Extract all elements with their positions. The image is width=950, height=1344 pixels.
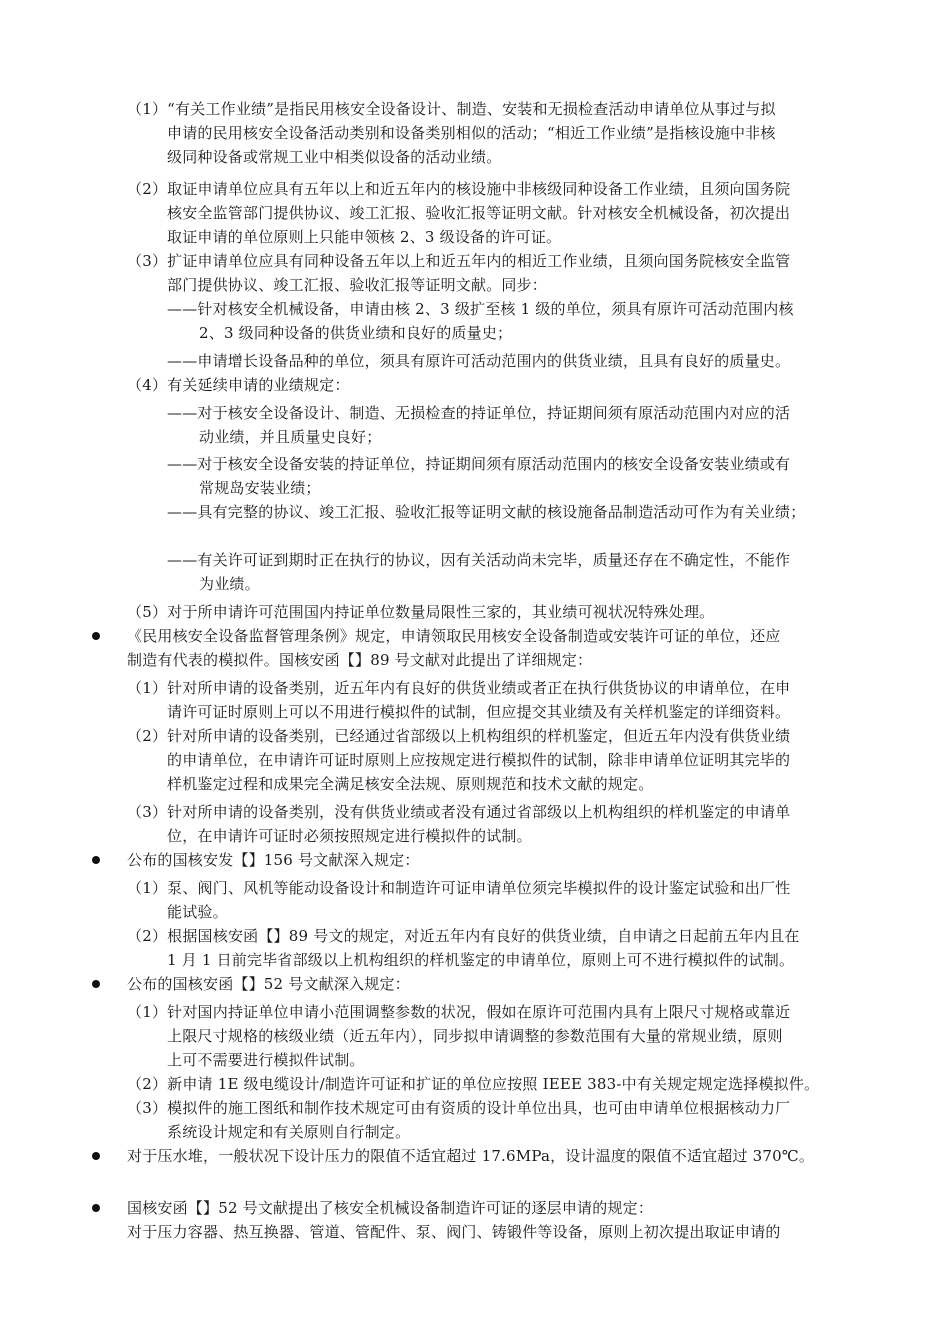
text-line: ——对于核安全设备设计、制造、无损检查的持证单位，持证期间须有原活动范围内对应的活 (167, 404, 791, 422)
text-line: （3）扩证申请单位应具有同种设备五年以上和近五年内的相近工作业绩，且须向国务院核安全监管 (127, 252, 791, 270)
text-line: 对于压水堆，一般状况下设计压力的限值不适宜超过 17.6MPa，设计温度的限值不适宜超过 370℃。 (127, 1147, 815, 1165)
text-line: ——针对核安全机械设备，申请由核 2、3 级扩至核 1 级的单位，须具有原许可活动范围内核 (167, 300, 794, 318)
text-line: 取证申请的单位原则上只能申领核 2、3 级设备的许可证。 (167, 228, 562, 246)
text-line: 位，在申请许可证时必须按照规定进行模拟件的试制。 (167, 827, 532, 845)
text-line: 样机鉴定过程和成果完全满足核安全法规、原则规范和技术文献的规定。 (167, 775, 654, 793)
bullet-dot (92, 856, 100, 864)
text-line: 国核安函【】52 号文献提出了核安全机械设备制造许可证的逐层申请的规定： (127, 1199, 654, 1217)
bullet-dot (92, 632, 100, 640)
text-line: 上可不需要进行模拟件试制。 (167, 1051, 365, 1069)
text-line: 常规岛安装业绩； (199, 479, 321, 497)
text-line: （2）取证申请单位应具有五年以上和近五年内的核设施中非核级同种设备工作业绩，且须向国务院 (127, 180, 791, 198)
text-line: （2）根据国核安函【】89 号文的规定，对近五年内有良好的供货业绩，自申请之日起前五年内且在 (127, 927, 800, 945)
text-line: （5）对于所申请许可范围国内持证单位数量局限性三家的，其业绩可视状况特殊处理。 (127, 603, 715, 621)
text-line: 的申请单位，在申请许可证时原则上应按规定进行模拟件的试制，除非申请单位证明其完毕的 (167, 751, 791, 769)
text-line: 级同种设备或常规工业中相类似设备的活动业绩。 (167, 148, 502, 166)
text-line: （1）“有关工作业绩”是指民用核安全设备设计、制造、安装和无损检查活动申请单位从事过与拟 (127, 100, 776, 118)
text-line: 2、3 级同种设备的供货业绩和良好的质量史； (199, 324, 513, 342)
text-line: （2）新申请 1E 级电缆设计/制造许可证和扩证的单位应按照 IEEE 383-中有关规定规定选择模拟件。 (127, 1075, 820, 1093)
text-line: （4）有关延续申请的业绩规定： (127, 376, 350, 394)
text-line: 《民用核安全设备监督管理条例》规定，申请领取民用核安全设备制造或安装许可证的单位，还应 (127, 627, 781, 645)
text-line: （3）模拟件的施工图纸和制作技术规定可由有资质的设计单位出具，也可由申请单位根据核动力厂 (127, 1099, 791, 1117)
text-line: 上限尺寸规格的核级业绩（近五年内），同步拟申请调整的参数范围有大量的常规业绩，原则 (167, 1027, 783, 1045)
text-line: （2）针对所申请的设备类别，已经通过省部级以上机构组织的样机鉴定，但近五年内没有供货业绩 (127, 727, 791, 745)
text-line: 公布的国核安发【】156 号文献深入规定： (127, 851, 420, 869)
text-line: ——对于核安全设备安装的持证单位，持证期间须有原活动范围内的核安全设备安装业绩或有 (167, 455, 791, 473)
text-line: 核安全监管部门提供协议、竣工汇报、验收汇报等证明文献。针对核安全机械设备，初次提出 (167, 204, 791, 222)
text-line: ——有关许可证到期时正在执行的协议，因有关活动尚未完毕，质量还存在不确定性，不能作 (167, 551, 791, 569)
text-line: （1）针对国内持证单位申请小范围调整参数的状况，假如在原许可范围内具有上限尺寸规格或靠近 (127, 1003, 791, 1021)
bullet-dot (92, 1152, 100, 1160)
text-line: ——申请增长设备品种的单位，须具有原许可活动范围内的供货业绩，且具有良好的质量史。 (167, 352, 791, 370)
text-line: （1）针对所申请的设备类别，近五年内有良好的供货业绩或者正在执行供货协议的申请单位，在申 (127, 679, 791, 697)
text-line: 能试验。 (167, 903, 228, 921)
text-line: 制造有代表的模拟件。国核安函【】89 号文献对此提出了详细规定： (127, 651, 593, 669)
text-line: （3）针对所申请的设备类别，没有供货业绩或者没有通过省部级以上机构组织的样机鉴定的申请单 (127, 803, 791, 821)
bullet-dot (92, 980, 100, 988)
bullet-dot (92, 1204, 100, 1212)
text-line: 申请的民用核安全设备活动类别和设备类别相似的活动；“相近工作业绩”是指核设施中非核 (167, 124, 776, 142)
text-line: 请许可证时原则上可以不用进行模拟件的试制，但应提交其业绩及有关样机鉴定的详细资料。 (167, 703, 791, 721)
text-line: 部门提供协议、竣工汇报、验收汇报等证明文献。同步： (167, 276, 548, 294)
text-line: 对于压力容器、热互换器、管道、管配件、泵、阀门、铸锻件等设备，原则上初次提出取证申请的 (127, 1223, 781, 1241)
text-line: 系统设计规定和有关原则自行制定。 (167, 1123, 411, 1141)
text-line: 公布的国核安函【】52 号文献深入规定： (127, 975, 410, 993)
text-line: 1 月 1 日前完毕省部级以上机构组织的样机鉴定的申请单位，原则上可不进行模拟件的试制。 (167, 951, 795, 969)
text-line: 为业绩。 (199, 575, 260, 593)
text-line: ——具有完整的协议、竣工汇报、验收汇报等证明文献的核设施备品制造活动可作为有关业绩； (167, 503, 806, 521)
text-line: （1）泵、阀门、风机等能动设备设计和制造许可证申请单位须完毕模拟件的设计鉴定试验和出厂性 (127, 879, 791, 897)
text-line: 动业绩，并且质量史良好； (199, 428, 382, 446)
